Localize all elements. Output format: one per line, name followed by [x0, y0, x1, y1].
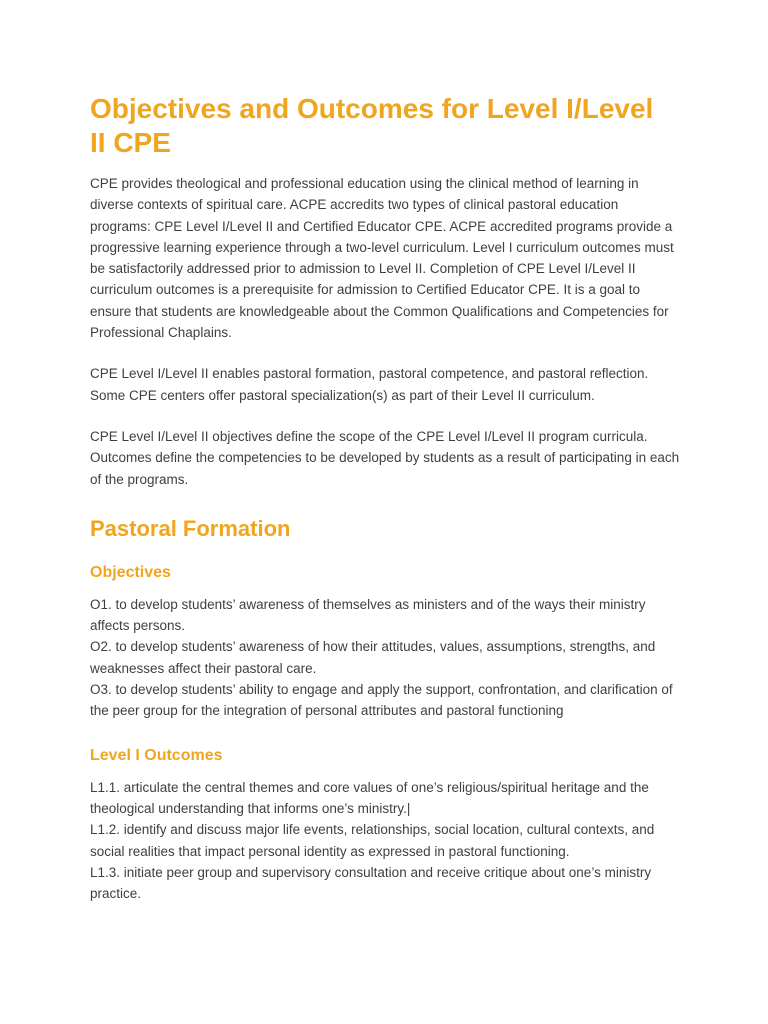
section-heading: Pastoral Formation — [90, 515, 291, 541]
intro-paragraph-1: CPE provides theological and professional education using the clinical method of learning in diverse contexts of spiritual care. ACPE accredits two types of clinical pastoral education programs: CPE Level I/Level II and Certified Educator CPE. ACPE accredited programs provide a progressive learning experience through a two-level curriculum. Level I curriculum outcomes must be satisfactorily addressed prior to admission to Level II. Completion of CPE Level I/Level II curriculum outcomes is a prerequisite for admission to Certified Educator CPE. It is a goal to ensure that students are knowledgeable about the Common Qualifications and Competencies for Professional Chaplains. — [90, 176, 674, 341]
objective-item-o2: O2. to develop students’ awareness of how their attitudes, values, assumptions, strengths, and weaknesses affect their pastoral care. — [90, 639, 656, 676]
objective-item-o1: O1. to develop students’ awareness of themselves as ministers and of the ways their ministry affects persons. — [90, 596, 646, 634]
intro-paragraph-3: CPE Level I/Level II objectives define the scope of the CPE Level I/Level II program curricula. Outcomes define the competencies to be developed by students as a result of participating in each of the programs. — [90, 428, 680, 487]
intro-paragraph-2: CPE Level I/Level II enables pastoral formation, pastoral competence, and pastoral reflection. Some CPE centers offer pastoral specialization(s) as part of their Level II curriculum. — [90, 366, 649, 403]
page-title: Objectives and Outcomes for Level I/Level II CPE — [90, 93, 654, 158]
outcome-item-l1-2: L1.2. identify and discuss major life events, relationships, social location, cultural contexts, and social realities that impact personal identity as expressed in pastoral functioning. — [90, 822, 655, 859]
objectives-heading: Objectives — [90, 563, 171, 581]
outcomes-heading: Level I Outcomes — [90, 746, 223, 764]
objective-item-o3: O3. to develop students’ ability to engage and apply the support, confrontation, and clarification of the peer group for the integration of personal attributes and pastoral functioning — [90, 682, 673, 719]
outcome-item-l1-3: L1.3. initiate peer group and supervisory consultation and receive critique about one’s ministry practice. — [90, 864, 652, 902]
outcome-item-l1-1: L1.1. articulate the central themes and core values of one’s religious/spiritual heritage and the theological understanding that informs one’s ministry.| — [90, 779, 649, 816]
